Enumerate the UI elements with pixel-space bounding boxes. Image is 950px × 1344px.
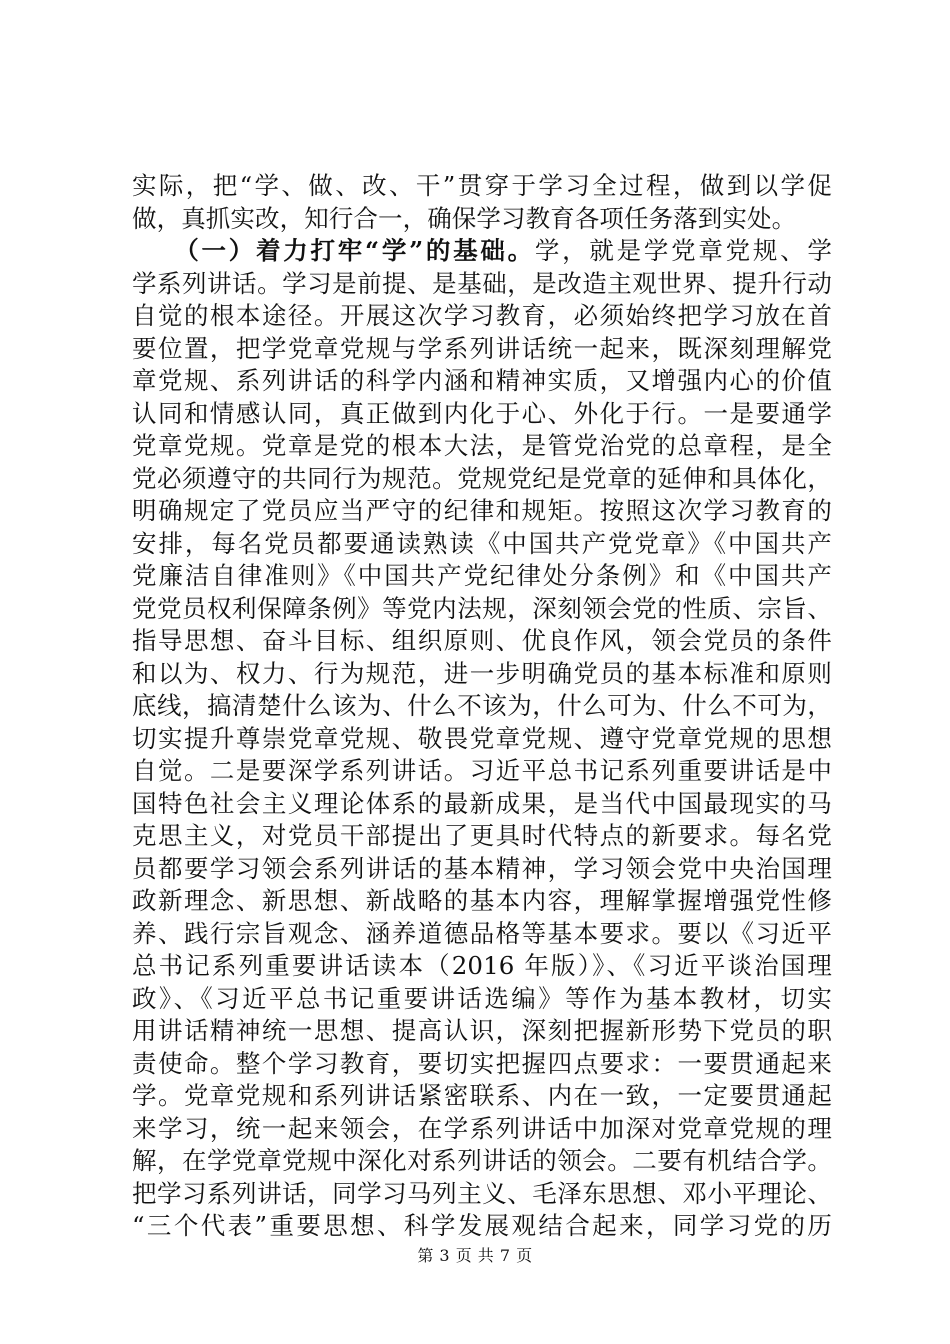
body-line-21: 员都要学习领会系列讲话的基本精神，学习领会党中央治国理 — [132, 853, 832, 883]
body-line-14: 指导思想、奋斗目标、组织原则、优良作风，领会党员的条件 — [132, 626, 832, 655]
body-line-15: 和以为、权力、行为规范，进一步明确党员的基本标准和原则 — [132, 658, 832, 688]
body-line-25: 政》、《习近平总书记重要讲话选编》等作为基本教材，切实 — [132, 983, 832, 1013]
body-line-26: 用讲话精神统一思想、提高认识，深刻把握新形势下党员的职 — [132, 1016, 832, 1045]
body-line-2: 做，真抓实改，知行合一，确保学习教育各项任务落到实处。 — [132, 203, 797, 233]
body-line-18: 自觉。二是要深学系列讲话。习近平总书记系列重要讲话是中 — [132, 756, 832, 785]
body-line-32: “三个代表”重要思想、科学发展观结合起来，同学习党的历 — [132, 1211, 832, 1240]
body-line-11: 安排，每名党员都要通读熟读《中国共产党党章》《中国共产 — [132, 528, 832, 558]
body-line-10: 明确规定了党员应当严守的纪律和规矩。按照这次学习教育的 — [132, 496, 832, 525]
heading-indent — [132, 236, 187, 265]
body-line-5: 要位置，把学党章党规与学系列讲话统一起来，既深刻理解党 — [132, 333, 832, 363]
section-heading-line — [132, 235, 832, 268]
body-line-22: 政新理念、新思想、新战略的基本内容，理解掌握增强党性修 — [132, 886, 832, 915]
body-line-24: 总书记系列重要讲话读本（2016 年版）》、《习近平谈治国理 — [132, 951, 832, 980]
body-line-12: 党廉洁自律准则》《中国共产党纪律处分条例》和《中国共产 — [132, 561, 832, 590]
body-line-31: 把学习系列讲话，同学习马列主义、毛泽东思想、邓小平理论、 — [132, 1178, 832, 1208]
section-heading: （一）着力打牢“学”的基础。 — [186, 236, 535, 265]
heading-continuation: 学，就是学党章党规、学 — [534, 236, 832, 265]
body-line-17: 切实提升尊崇党章党规、敬畏党章党规、遵守党章党规的思想 — [132, 723, 832, 753]
body-line-23: 养、践行宗旨观念、涵养道德品格等基本要求。要以《习近平 — [132, 918, 832, 948]
body-line-3: 学系列讲话。学习是前提、是基础，是改造主观世界、提升行动 — [132, 268, 832, 298]
body-line-20: 克思主义，对党员干部提出了更具时代特点的新要求。每名党 — [132, 821, 832, 850]
page-number: 第 3 页 共 7 页 — [417, 1246, 533, 1265]
body-line-6: 章党规、系列讲话的科学内涵和精神实质，又增强内心的价值 — [132, 366, 832, 395]
body-line-28: 学。党章党规和系列讲话紧密联系、内在一致，一定要贯通起 — [132, 1081, 832, 1110]
body-line-1: 实际，把“学、做、改、干”贯穿于学习全过程，做到以学促 — [132, 171, 832, 200]
body-line-9: 党必须遵守的共同行为规范。党规党纪是党章的延伸和具体化， — [132, 463, 832, 493]
body-line-30: 解，在学党章党规中深化对系列讲话的领会。二要有机结合学。 — [132, 1146, 832, 1175]
body-line-27: 责使命。整个学习教育，要切实把握四点要求：一要贯通起来 — [132, 1048, 832, 1078]
body-line-16: 底线，搞清楚什么该为、什么不该为，什么可为、什么不可为， — [132, 691, 832, 720]
body-line-29: 来学习，统一起来领会，在学系列讲话中加深对党章党规的理 — [132, 1113, 832, 1143]
body-line-4: 自觉的根本途径。开展这次学习教育，必须始终把学习放在首 — [132, 301, 832, 330]
body-line-19: 国特色社会主义理论体系的最新成果，是当代中国最现实的马 — [132, 788, 832, 818]
document-body — [132, 170, 832, 1243]
page-footer — [0, 1246, 950, 1266]
body-line-8: 党章党规。党章是党的根本大法，是管党治党的总章程，是全 — [132, 431, 832, 460]
body-line-13: 党党员权利保障条例》等党内法规，深刻领会党的性质、宗旨、 — [132, 593, 832, 623]
body-line-7: 认同和情感认同，真正做到内化于心、外化于行。一是要通学 — [132, 398, 832, 428]
